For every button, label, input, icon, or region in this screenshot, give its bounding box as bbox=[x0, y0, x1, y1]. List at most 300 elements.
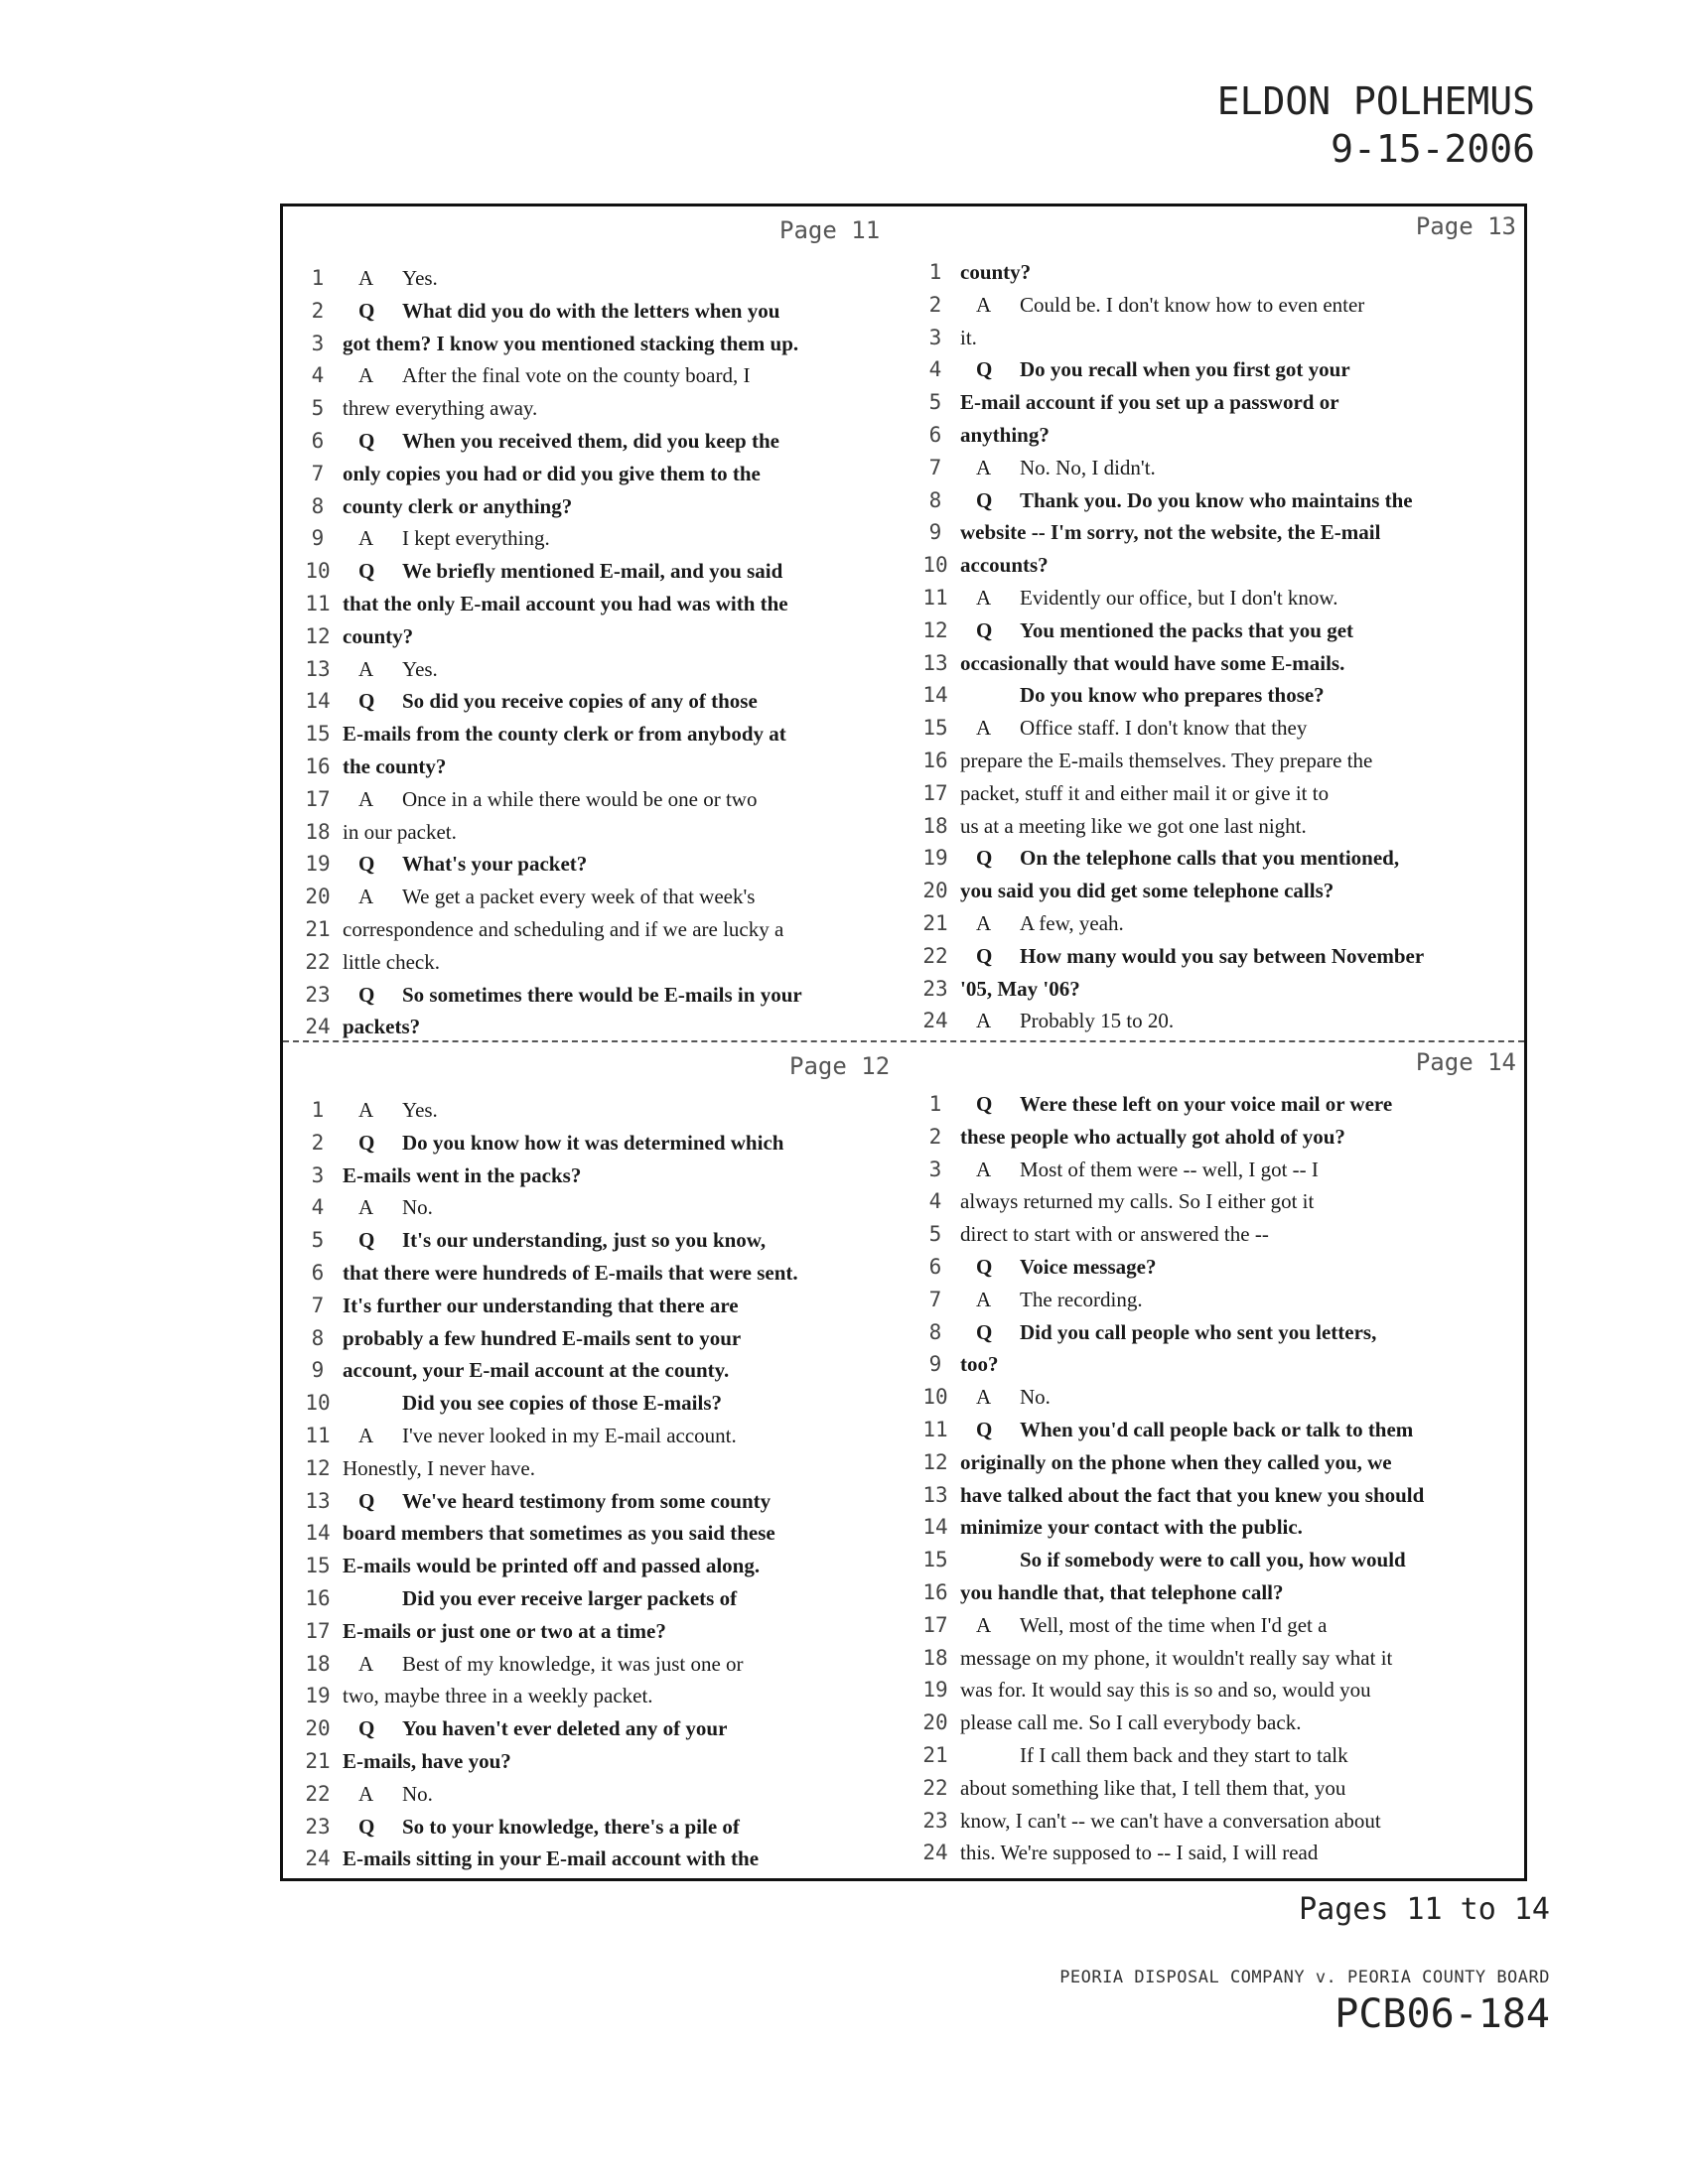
transcript-page-11 bbox=[283, 206, 918, 1040]
transcript-line bbox=[301, 1615, 918, 1648]
line-number: 14 bbox=[305, 689, 331, 714]
line-content: website -- I'm sorry, not the website, the E-mail bbox=[960, 520, 1381, 545]
line-number: 24 bbox=[922, 1009, 948, 1033]
line-number: 17 bbox=[922, 780, 948, 805]
line-text bbox=[343, 1778, 433, 1811]
line-number: 2 bbox=[928, 292, 942, 317]
line-number: 8 bbox=[928, 487, 942, 512]
line-number: 12 bbox=[305, 623, 331, 648]
line-content: prepare the E-mails themselves. They prepare the bbox=[960, 748, 1373, 772]
answer-marker: A bbox=[976, 1287, 992, 1311]
transcript-line bbox=[301, 1452, 918, 1485]
line-number: 18 bbox=[305, 1651, 331, 1676]
transcript-line bbox=[301, 685, 918, 718]
line-number: 19 bbox=[922, 1678, 948, 1703]
transcript-line bbox=[918, 1348, 1530, 1381]
line-text bbox=[960, 289, 1364, 322]
page-label: Page 13 bbox=[1415, 212, 1516, 240]
line-text bbox=[343, 718, 786, 751]
line-number: 21 bbox=[305, 1748, 331, 1773]
transcript-line bbox=[918, 322, 1530, 354]
line-text bbox=[960, 1674, 1371, 1706]
line-text bbox=[960, 940, 1424, 973]
line-content: it. bbox=[960, 325, 977, 349]
line-text bbox=[343, 1517, 775, 1550]
transcript-line bbox=[918, 353, 1530, 386]
line-content: E-mails from the county clerk or from anybody at bbox=[343, 722, 786, 747]
line-number: 8 bbox=[928, 1319, 942, 1344]
transcript-line bbox=[301, 816, 918, 849]
answer-marker: A bbox=[976, 716, 992, 741]
line-content: No. No, I didn't. bbox=[1020, 455, 1156, 479]
line-number: 12 bbox=[922, 1449, 948, 1474]
line-number: 20 bbox=[922, 879, 948, 903]
line-content: When you'd call people back or talk to them bbox=[1020, 1417, 1414, 1441]
line-text bbox=[343, 1550, 760, 1582]
line-number: 16 bbox=[922, 1579, 948, 1604]
line-text bbox=[960, 1088, 1392, 1121]
line-number: 3 bbox=[311, 331, 325, 355]
transcript-line bbox=[301, 881, 918, 913]
answer-marker: A bbox=[358, 1651, 374, 1676]
line-text bbox=[960, 614, 1353, 647]
case-caption: PEORIA DISPOSAL COMPANY v. PEORIA COUNTY BOARD bbox=[1059, 1968, 1550, 1987]
line-content: that there were hundreds of E-mails that were sent. bbox=[343, 1260, 798, 1285]
transcript-line bbox=[918, 386, 1530, 419]
line-content: No. bbox=[402, 1195, 433, 1220]
line-number: 11 bbox=[305, 1423, 331, 1447]
line-text bbox=[960, 322, 977, 354]
line-content: county? bbox=[960, 260, 1032, 284]
line-content: packets? bbox=[343, 1015, 421, 1039]
transcript-line bbox=[918, 1706, 1530, 1739]
transcript-line bbox=[301, 1745, 918, 1778]
line-number: 7 bbox=[928, 1287, 942, 1311]
line-number: 10 bbox=[305, 559, 331, 584]
question-marker: Q bbox=[358, 298, 375, 323]
transcript-line bbox=[918, 777, 1530, 810]
line-number: 2 bbox=[311, 298, 325, 323]
line-number: 22 bbox=[305, 1781, 331, 1806]
transcript-line bbox=[918, 256, 1530, 289]
line-content: No. bbox=[1020, 1385, 1051, 1410]
page-lines bbox=[918, 256, 1530, 1037]
line-content: board members that sometimes as you said these bbox=[343, 1521, 775, 1546]
line-number: 16 bbox=[922, 748, 948, 772]
transcript-line bbox=[918, 289, 1530, 322]
question-marker: Q bbox=[976, 846, 993, 871]
answer-marker: A bbox=[976, 1612, 992, 1637]
line-content: So if somebody were to call you, how would bbox=[1020, 1548, 1406, 1572]
line-text bbox=[343, 425, 779, 458]
transcript-line bbox=[301, 458, 918, 490]
line-text bbox=[343, 588, 788, 620]
line-text bbox=[960, 1642, 1392, 1675]
line-content: What did you do with the letters when you bbox=[402, 298, 780, 323]
line-text bbox=[343, 913, 783, 946]
line-text bbox=[343, 295, 779, 328]
line-content: please call me. So I call everybody back. bbox=[960, 1710, 1302, 1735]
line-content: '05, May '06? bbox=[960, 976, 1080, 1001]
question-marker: Q bbox=[358, 689, 375, 714]
transcript-line bbox=[301, 1191, 918, 1224]
line-number: 2 bbox=[928, 1124, 942, 1149]
transcript-line bbox=[918, 1185, 1530, 1218]
line-text bbox=[343, 816, 457, 849]
line-number: 7 bbox=[311, 461, 325, 485]
transcript-line bbox=[301, 979, 918, 1012]
line-content: minimize your contact with the public. bbox=[960, 1515, 1303, 1540]
line-text bbox=[343, 1745, 511, 1778]
line-number: 1 bbox=[928, 1092, 942, 1116]
page-lines bbox=[918, 1088, 1530, 1869]
line-text bbox=[960, 907, 1124, 940]
transcript-line bbox=[918, 452, 1530, 484]
transcript-line bbox=[918, 1642, 1530, 1675]
answer-marker: A bbox=[976, 1157, 992, 1181]
line-content: occasionally that would have some E-mails. bbox=[960, 650, 1345, 675]
line-content: A few, yeah. bbox=[1020, 910, 1124, 935]
line-number: 4 bbox=[311, 1195, 325, 1220]
transcript-line bbox=[918, 1284, 1530, 1316]
line-content: this. We're supposed to -- I said, I will read bbox=[960, 1841, 1319, 1865]
question-marker: Q bbox=[976, 357, 993, 382]
line-content: We get a packet every week of that week's bbox=[402, 885, 756, 909]
line-content: You mentioned the packs that you get bbox=[1020, 617, 1354, 642]
answer-marker: A bbox=[976, 910, 992, 935]
line-text bbox=[960, 256, 1031, 289]
question-marker: Q bbox=[358, 1814, 375, 1839]
question-marker: Q bbox=[976, 1254, 993, 1279]
line-content: got them? I know you mentioned stacking them up. bbox=[343, 331, 799, 355]
question-marker: Q bbox=[976, 1092, 993, 1116]
answer-marker: A bbox=[358, 786, 374, 811]
line-content: After the final vote on the county board, I bbox=[402, 363, 751, 388]
line-text bbox=[960, 1772, 1345, 1805]
line-text bbox=[343, 1290, 739, 1322]
transcript-line bbox=[301, 1224, 918, 1257]
line-number: 15 bbox=[922, 716, 948, 741]
line-number: 11 bbox=[305, 591, 331, 615]
answer-marker: A bbox=[976, 455, 992, 479]
line-content: Yes. bbox=[402, 656, 438, 681]
line-number: 21 bbox=[305, 916, 331, 941]
line-number: 9 bbox=[311, 526, 325, 551]
line-number: 23 bbox=[305, 982, 331, 1007]
transcript-line bbox=[301, 783, 918, 816]
transcript-line bbox=[918, 1414, 1530, 1446]
line-number: 17 bbox=[305, 786, 331, 811]
transcript-line bbox=[918, 712, 1530, 745]
line-text bbox=[960, 516, 1380, 549]
transcript-line bbox=[301, 425, 918, 458]
line-text bbox=[343, 1011, 420, 1043]
line-content: about something like that, I tell them that, you bbox=[960, 1775, 1346, 1800]
line-number: 3 bbox=[928, 1157, 942, 1181]
question-marker: Q bbox=[358, 852, 375, 877]
line-text bbox=[960, 973, 1080, 1006]
line-number: 3 bbox=[928, 325, 942, 349]
transcript-line bbox=[918, 842, 1530, 875]
line-content: that the only E-mail account you had was with the bbox=[343, 591, 788, 615]
transcript-line bbox=[301, 1582, 918, 1615]
line-text bbox=[343, 1452, 535, 1485]
line-content: county? bbox=[343, 623, 414, 648]
transcript-line bbox=[918, 1772, 1530, 1805]
line-number: 9 bbox=[311, 1358, 325, 1383]
answer-marker: A bbox=[976, 292, 992, 317]
line-text bbox=[343, 1387, 722, 1420]
line-text bbox=[343, 1354, 729, 1387]
question-marker: Q bbox=[976, 617, 993, 642]
line-content: direct to start with or answered the -- bbox=[960, 1222, 1269, 1247]
line-text bbox=[960, 842, 1399, 875]
line-text bbox=[960, 1511, 1303, 1544]
line-number: 6 bbox=[311, 428, 325, 453]
line-text bbox=[343, 1485, 771, 1518]
transcript-line bbox=[918, 940, 1530, 973]
question-marker: Q bbox=[358, 982, 375, 1007]
line-content: Do you know how it was determined which bbox=[402, 1130, 784, 1155]
transcript-line bbox=[301, 588, 918, 620]
line-number: 18 bbox=[922, 813, 948, 838]
line-content: E-mails sitting in your E-mail account with the bbox=[343, 1846, 760, 1871]
line-content: Yes. bbox=[402, 1098, 438, 1122]
line-number: 8 bbox=[311, 493, 325, 518]
transcript-line bbox=[301, 1648, 918, 1681]
line-content: accounts? bbox=[960, 553, 1049, 578]
line-text bbox=[960, 1706, 1301, 1739]
transcript-line bbox=[301, 295, 918, 328]
answer-marker: A bbox=[358, 656, 374, 681]
page-label: Page 14 bbox=[1415, 1048, 1516, 1076]
line-number: 20 bbox=[305, 1716, 331, 1741]
transcript-line bbox=[301, 1680, 918, 1712]
line-number: 16 bbox=[305, 1585, 331, 1610]
transcript-line bbox=[918, 1544, 1530, 1576]
transcript-line bbox=[301, 718, 918, 751]
transcript-line bbox=[918, 1609, 1530, 1642]
line-text bbox=[343, 458, 761, 490]
line-content: You haven't ever deleted any of your bbox=[402, 1716, 728, 1741]
line-text bbox=[960, 1381, 1051, 1414]
line-number: 9 bbox=[928, 1352, 942, 1377]
line-content: How many would you say between November bbox=[1020, 943, 1425, 968]
transcript-line bbox=[918, 1121, 1530, 1154]
line-number: 4 bbox=[311, 363, 325, 388]
transcript-line bbox=[301, 1160, 918, 1192]
transcript-line bbox=[301, 1778, 918, 1811]
transcript-line bbox=[918, 810, 1530, 843]
line-text bbox=[343, 1615, 666, 1648]
transcript-line bbox=[301, 1550, 918, 1582]
transcript-line bbox=[918, 1154, 1530, 1186]
transcript-line bbox=[918, 1088, 1530, 1121]
line-content: If I call them back and they start to talk bbox=[1020, 1742, 1348, 1767]
line-content: It's further our understanding that there are bbox=[343, 1293, 739, 1317]
line-text bbox=[343, 1648, 744, 1681]
answer-marker: A bbox=[358, 363, 374, 388]
line-content: Were these left on your voice mail or were bbox=[1020, 1092, 1393, 1116]
line-text bbox=[960, 1609, 1327, 1642]
line-number: 2 bbox=[311, 1130, 325, 1155]
line-text bbox=[343, 1191, 433, 1224]
line-text bbox=[343, 848, 587, 881]
answer-marker: A bbox=[358, 266, 374, 290]
line-number: 18 bbox=[305, 819, 331, 844]
line-content: We briefly mentioned E-mail, and you said bbox=[402, 559, 783, 584]
transcript-line bbox=[301, 392, 918, 425]
line-content: On the telephone calls that you mentioned, bbox=[1020, 846, 1400, 871]
line-content: Thank you. Do you know who maintains the bbox=[1020, 487, 1413, 512]
line-content: E-mails or just one or two at a time? bbox=[343, 1618, 666, 1643]
transcript-line bbox=[918, 647, 1530, 680]
transcript-line bbox=[301, 328, 918, 360]
question-marker: Q bbox=[976, 1417, 993, 1441]
line-content: threw everything away. bbox=[343, 396, 538, 421]
transcript-line bbox=[301, 653, 918, 686]
line-number: 13 bbox=[305, 656, 331, 681]
line-number: 24 bbox=[305, 1846, 331, 1871]
line-text bbox=[960, 1576, 1284, 1609]
line-number: 24 bbox=[305, 1015, 331, 1039]
line-content: So sometimes there would be E-mails in your bbox=[402, 982, 802, 1007]
line-text bbox=[960, 1005, 1174, 1037]
transcript-line bbox=[301, 1420, 918, 1452]
transcript-line bbox=[301, 555, 918, 588]
line-text bbox=[960, 549, 1049, 582]
line-number: 6 bbox=[311, 1260, 325, 1285]
line-number: 9 bbox=[928, 520, 942, 545]
line-number: 22 bbox=[922, 1775, 948, 1800]
answer-marker: A bbox=[358, 1098, 374, 1122]
line-number: 13 bbox=[305, 1488, 331, 1513]
line-number: 5 bbox=[928, 1222, 942, 1247]
line-content: Honestly, I never have. bbox=[343, 1455, 535, 1480]
line-text bbox=[960, 1414, 1413, 1446]
line-number: 11 bbox=[922, 585, 948, 610]
answer-marker: A bbox=[976, 1385, 992, 1410]
line-content: It's our understanding, just so you know, bbox=[402, 1228, 767, 1253]
line-number: 6 bbox=[928, 422, 942, 447]
transcript-line bbox=[918, 614, 1530, 647]
line-content: two, maybe three in a weekly packet. bbox=[343, 1684, 653, 1708]
question-marker: Q bbox=[358, 1130, 375, 1155]
line-content: E-mails went in the packs? bbox=[343, 1162, 582, 1187]
line-content: you handle that, that telephone call? bbox=[960, 1579, 1284, 1604]
line-number: 12 bbox=[922, 617, 948, 642]
line-number: 20 bbox=[305, 885, 331, 909]
line-text bbox=[960, 1348, 999, 1381]
transcript-line bbox=[918, 1218, 1530, 1251]
line-content: little check. bbox=[343, 949, 440, 974]
line-number: 15 bbox=[305, 722, 331, 747]
line-number: 1 bbox=[311, 1098, 325, 1122]
transcript-page-13 bbox=[918, 206, 1530, 1040]
transcript-line bbox=[918, 1674, 1530, 1706]
line-text bbox=[960, 1739, 1348, 1772]
line-content: Yes. bbox=[402, 266, 438, 290]
line-text bbox=[343, 1582, 737, 1615]
line-content: account, your E-mail account at the county. bbox=[343, 1358, 730, 1383]
line-text bbox=[343, 783, 757, 816]
line-content: in our packet. bbox=[343, 819, 457, 844]
transcript-line bbox=[918, 1511, 1530, 1544]
transcript-line bbox=[918, 679, 1530, 712]
question-marker: Q bbox=[358, 1716, 375, 1741]
deposition-date: 9-15-2006 bbox=[1331, 127, 1535, 171]
line-number: 11 bbox=[922, 1417, 948, 1441]
line-text bbox=[960, 1218, 1269, 1251]
transcript-line bbox=[301, 1011, 918, 1043]
line-content: Did you ever receive larger packets of bbox=[402, 1585, 738, 1610]
line-content: The recording. bbox=[1020, 1287, 1143, 1311]
page-lines bbox=[283, 262, 918, 1043]
line-content: What's your packet? bbox=[402, 852, 588, 877]
transcript-line bbox=[918, 907, 1530, 940]
line-content: have talked about the fact that you knew you should bbox=[960, 1482, 1425, 1507]
line-number: 19 bbox=[922, 846, 948, 871]
line-content: Best of my knowledge, it was just one or bbox=[402, 1651, 744, 1676]
line-content: was for. It would say this is so and so, would you bbox=[960, 1678, 1371, 1703]
answer-marker: A bbox=[358, 885, 374, 909]
transcript-line bbox=[301, 1811, 918, 1843]
line-content: message on my phone, it wouldn't really say what it bbox=[960, 1645, 1393, 1670]
transcript-line bbox=[301, 1322, 918, 1355]
line-content: So did you receive copies of any of those bbox=[402, 689, 758, 714]
transcript-line bbox=[918, 1576, 1530, 1609]
line-number: 8 bbox=[311, 1325, 325, 1350]
transcript-line bbox=[301, 620, 918, 653]
page-label: Page 11 bbox=[779, 216, 881, 244]
line-content: these people who actually got ahold of you? bbox=[960, 1124, 1345, 1149]
transcript-line bbox=[301, 1387, 918, 1420]
line-number: 4 bbox=[928, 357, 942, 382]
docket-number: PCB06-184 bbox=[1334, 1991, 1550, 2037]
line-text bbox=[343, 328, 798, 360]
line-content: When you received them, did you keep the bbox=[402, 428, 779, 453]
transcript-line bbox=[301, 1127, 918, 1160]
transcript-line bbox=[918, 549, 1530, 582]
transcript-line bbox=[301, 262, 918, 295]
line-number: 22 bbox=[305, 949, 331, 974]
line-number: 3 bbox=[311, 1162, 325, 1187]
line-content: No. bbox=[402, 1781, 433, 1806]
line-text bbox=[960, 875, 1333, 907]
line-text bbox=[960, 353, 1350, 386]
line-content: only copies you had or did you give them to the bbox=[343, 461, 761, 485]
line-text bbox=[960, 582, 1337, 614]
line-content: Did you call people who sent you letters, bbox=[1020, 1319, 1377, 1344]
transcript-line bbox=[918, 1251, 1530, 1284]
line-number: 15 bbox=[305, 1554, 331, 1578]
line-number: 19 bbox=[305, 1684, 331, 1708]
line-text bbox=[343, 881, 755, 913]
line-number: 24 bbox=[922, 1841, 948, 1865]
line-number: 5 bbox=[311, 1228, 325, 1253]
line-text bbox=[343, 359, 750, 392]
line-content: county clerk or anything? bbox=[343, 493, 573, 518]
line-content: Well, most of the time when I'd get a bbox=[1020, 1612, 1328, 1637]
transcript-line bbox=[918, 1739, 1530, 1772]
transcript-line bbox=[301, 359, 918, 392]
line-number: 23 bbox=[922, 1808, 948, 1833]
transcript-line bbox=[301, 1354, 918, 1387]
question-marker: Q bbox=[358, 559, 375, 584]
witness-header bbox=[1217, 77, 1535, 173]
transcript-line bbox=[301, 1485, 918, 1518]
line-text bbox=[960, 1284, 1143, 1316]
